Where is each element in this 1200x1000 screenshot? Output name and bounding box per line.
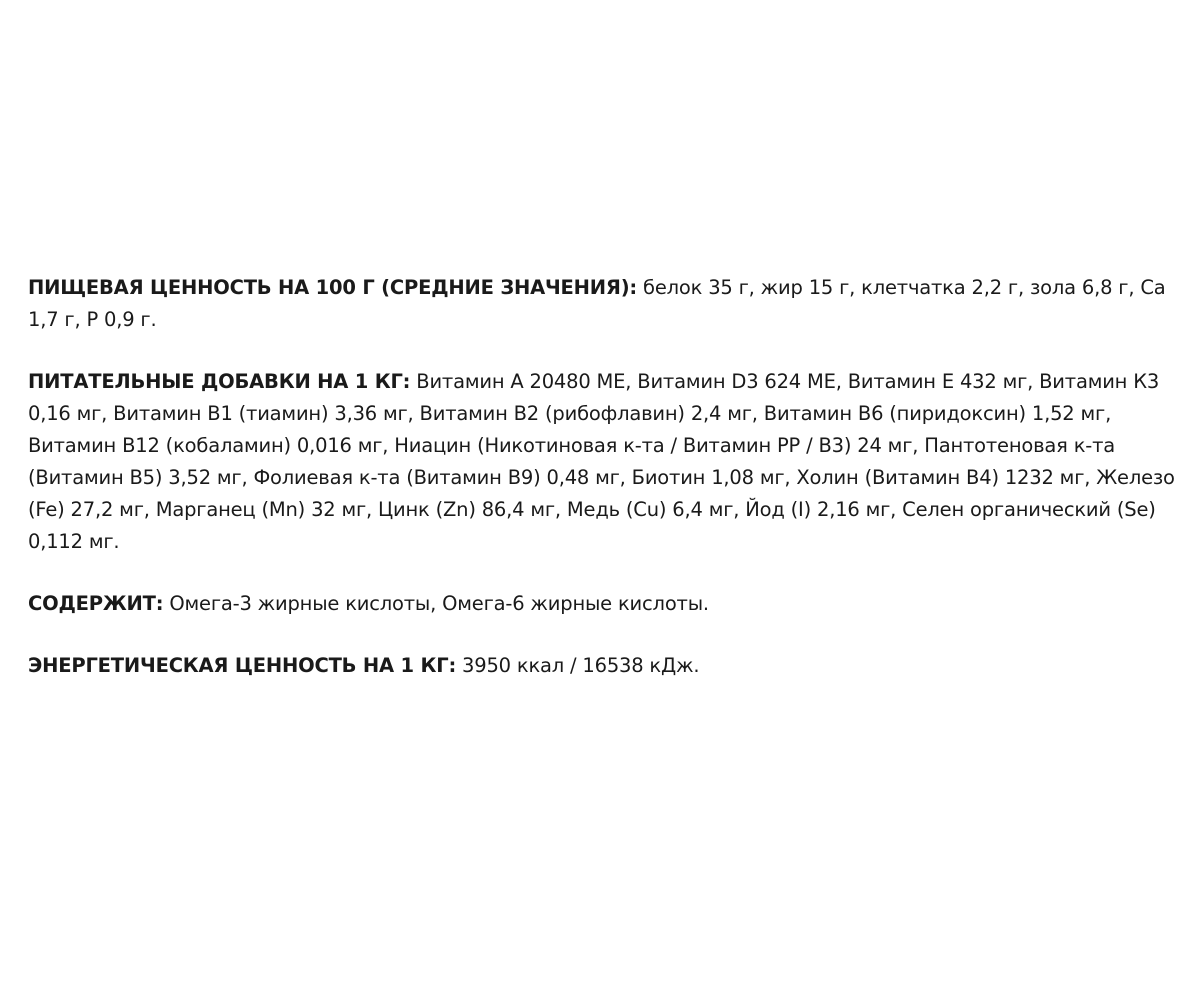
contains-text: Омега-3 жирные кислоты, Омега-6 жирные кислоты. <box>163 592 709 615</box>
nutritional-value-paragraph <box>28 272 1178 336</box>
additives-paragraph <box>28 366 1178 558</box>
additives-text: Витамин A 20480 МЕ, Витамин D3 624 МЕ, Витамин E 432 мг, Витамин К3 0,16 мг, Витамин В1 (тиамин) 3,36 мг, Витамин В2 (рибофлавин) 2,4 мг, Витамин В6 (пиридоксин) 1,52 мг, Витамин В12 (кобаламин) 0,016 мг, Ниацин (Никотиновая к-та / Витамин РР / В3) 24 мг, Пантотеновая к-та (Витамин В5) 3,52 мг, Фолиевая к-та (Витамин В9) 0,48 мг, Биотин 1,08 мг, Холин (Витамин В4) 1232 мг, Железо (Fe) 27,2 мг, Марганец (Mn) 32 мг, Цинк (Zn) 86,4 мг, Медь (Cu) 6,4 мг, Йод (I) 2,16 мг, Селен органический (Se) 0,112 мг. <box>28 370 1175 553</box>
nutritional-value-text: белок 35 г, жир 15 г, клетчатка 2,2 г, зола 6,8 г, Ca 1,7 г, P 0,9 г. <box>28 276 1166 331</box>
contains-paragraph <box>28 588 1178 620</box>
contains-label: СОДЕРЖИТ: <box>28 592 164 615</box>
nutritional-value-label: ПИЩЕВАЯ ЦЕННОСТЬ НА 100 Г (СРЕДНИЕ ЗНАЧЕНИЯ): <box>28 276 638 299</box>
additives-label: ПИТАТЕЛЬНЫЕ ДОБАВКИ НА 1 КГ: <box>28 370 411 393</box>
energy-value-paragraph <box>28 650 1178 682</box>
energy-value-text: 3950 ккал / 16538 кДж. <box>456 654 700 677</box>
energy-value-label: ЭНЕРГЕТИЧЕСКАЯ ЦЕННОСТЬ НА 1 КГ: <box>28 654 457 677</box>
composition-text <box>28 272 1178 712</box>
